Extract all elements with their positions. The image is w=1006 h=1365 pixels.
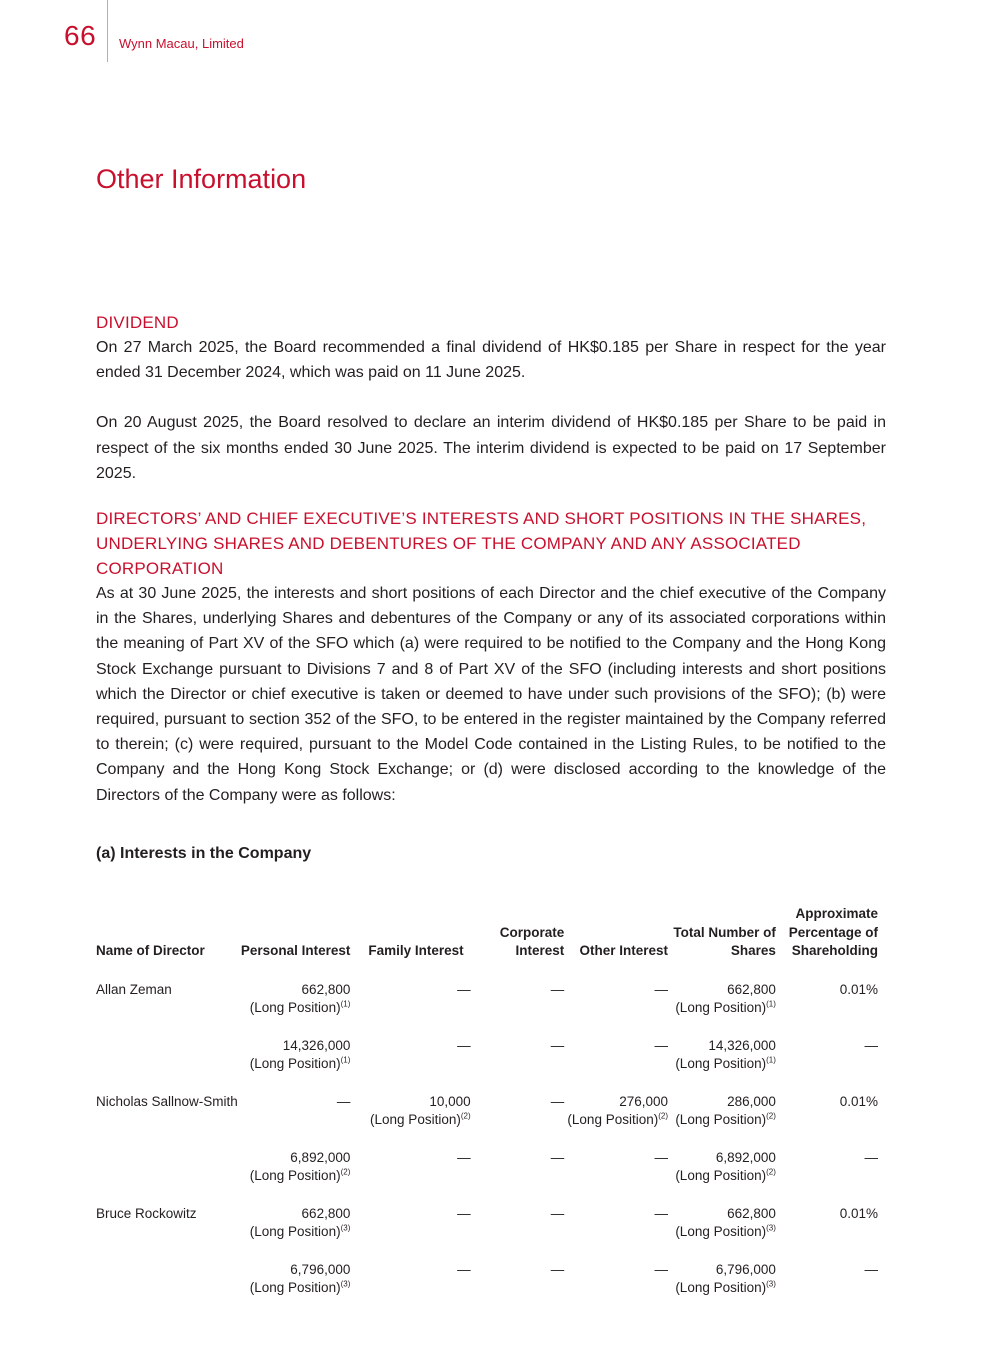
- percentage-cell: —: [864, 1149, 878, 1165]
- total-shares-cell: 6,892,000 (Long Position)$^{(2)}$: [675, 1149, 776, 1183]
- page-number: 66: [64, 20, 97, 51]
- family-interest-cell: —: [457, 1149, 471, 1165]
- total-shares-cell: 662,800 (Long Position)$^{(1)}$: [675, 981, 776, 1015]
- table-row: [96, 1149, 878, 1186]
- header-family-interest: Family Interest: [368, 943, 464, 958]
- percentage-cell: 0.01%: [839, 981, 878, 997]
- percentage-cell: —: [864, 1261, 878, 1277]
- interests-in-company-heading: (a) Interests in the Company: [96, 844, 312, 862]
- directors-interests-paragraph: As at 30 June 2025, the interests and short positions of each Director and the chief executive of the Company in the Shares, underlying Shares and debentures of the Company or any of its associated corporations within the meaning of Part XV of the SFO which (a) were required to be notified to the Company and the Hong Kong Stock Exchange pursuant to Divisions 7 and 8 of Part XV of the SFO (including interests and short positions which the Director or chief executive is taken or deemed to have under such provisions of the SFO); (b) were required, pursuant to section 352 of the SFO, to be entered in the register maintained by the Company referred to therein; (c) were required, pursuant to the Model Code contained in the Listing Rules, to be notified to the Company and the Hong Kong Stock Exchange; or (d) were disclosed according to the knowledge of the Directors of the Company were as follows:: [96, 585, 886, 804]
- personal-interest-cell: —: [336, 1093, 351, 1109]
- percentage-cell: 0.01%: [839, 1205, 878, 1221]
- corporate-interest-cell: —: [550, 1149, 565, 1165]
- page-title: Other Information: [96, 164, 307, 194]
- director-name: [96, 1037, 241, 1074]
- family-interest-cell: —: [457, 1261, 471, 1277]
- director-name: [96, 1261, 241, 1298]
- corporate-interest-cell: —: [550, 1093, 565, 1109]
- other-interest-cell: 276,000 (Long Position)$^{(2)}$: [567, 1093, 669, 1127]
- header-name-of-director: Name of Director: [96, 943, 205, 958]
- interests-table: [96, 905, 878, 1298]
- family-interest-cell: 10,000 (Long Position)$^{(2)}$: [370, 1093, 471, 1127]
- total-shares-cell: 286,000 (Long Position)$^{(2)}$: [675, 1093, 776, 1127]
- table-row: [96, 1205, 878, 1242]
- header-divider: [107, 0, 108, 62]
- percentage-cell: —: [864, 1037, 878, 1053]
- corporate-interest-cell: —: [550, 1261, 565, 1277]
- company-name: Wynn Macau, Limited: [119, 36, 244, 51]
- total-shares-cell: 14,326,000 (Long Position)$^{(1)}$: [675, 1037, 776, 1071]
- dividend-paragraph-2: On 20 August 2025, the Board resolved to declare an interim dividend of HK$0.185 per Share to be paid in respect of the six months ended 30 June 2025. The interim dividend is expected to be paid on 17 September 2025.: [96, 414, 886, 482]
- dividend-heading: DIVIDEND: [96, 313, 179, 332]
- personal-interest-cell: 6,892,000 (Long Position)$^{(2)}$: [249, 1149, 351, 1183]
- family-interest-cell: —: [457, 981, 471, 997]
- percentage-cell: 0.01%: [839, 1093, 878, 1109]
- other-interest-cell: —: [654, 981, 669, 997]
- header-other-interest: Other Interest: [579, 943, 669, 958]
- other-interest-cell: —: [654, 1037, 669, 1053]
- directors-interests-heading: DIRECTORS’ AND CHIEF EXECUTIVE’S INTERESTS AND SHORT POSITIONS IN THE SHARES, UNDERLYING SHARES AND DEBENTURES OF THE COMPANY AND ANY ASSOCIATED CORPORATION: [96, 509, 867, 579]
- table-row: [96, 1261, 878, 1298]
- total-shares-cell: 6,796,000 (Long Position)$^{(3)}$: [675, 1261, 776, 1295]
- director-name: Bruce Rockowitz: [96, 1205, 197, 1221]
- total-shares-cell: 662,800 (Long Position)$^{(3)}$: [675, 1205, 776, 1239]
- director-name: Nicholas Sallnow-Smith: [96, 1093, 238, 1109]
- director-name: [96, 1149, 241, 1186]
- personal-interest-cell: 662,800 (Long Position)$^{(1)}$: [249, 981, 351, 1015]
- table-row: [96, 981, 878, 1018]
- personal-interest-cell: 6,796,000 (Long Position)$^{(3)}$: [249, 1261, 351, 1295]
- table-row: [96, 1093, 878, 1130]
- main-content: [96, 310, 886, 866]
- header-corporate-interest: Corporate Interest: [499, 924, 565, 958]
- other-interest-cell: —: [654, 1261, 669, 1277]
- corporate-interest-cell: —: [550, 1205, 565, 1221]
- corporate-interest-cell: —: [550, 1037, 565, 1053]
- other-interest-cell: —: [654, 1149, 669, 1165]
- dividend-paragraph-1: On 27 March 2025, the Board recommended a final dividend of HK$0.185 per Share in respect for the year ended 31 December 2024, which was paid on 11 June 2025.: [96, 339, 886, 382]
- header-personal-interest: Personal Interest: [240, 943, 351, 958]
- director-name: Allan Zeman: [96, 981, 172, 997]
- other-interest-cell: —: [654, 1205, 669, 1221]
- family-interest-cell: —: [457, 1037, 471, 1053]
- table-header-row: [96, 905, 878, 981]
- header-total-shares: Total Number of Shares: [673, 924, 776, 958]
- table-row: [96, 1037, 878, 1074]
- corporate-interest-cell: —: [550, 981, 565, 997]
- personal-interest-cell: 14,326,000 (Long Position)$^{(1)}$: [249, 1037, 351, 1071]
- personal-interest-cell: 662,800 (Long Position)$^{(3)}$: [249, 1205, 351, 1239]
- family-interest-cell: —: [457, 1205, 471, 1221]
- header-percentage-shareholding: Approximate Percentage of Shareholding: [788, 906, 878, 958]
